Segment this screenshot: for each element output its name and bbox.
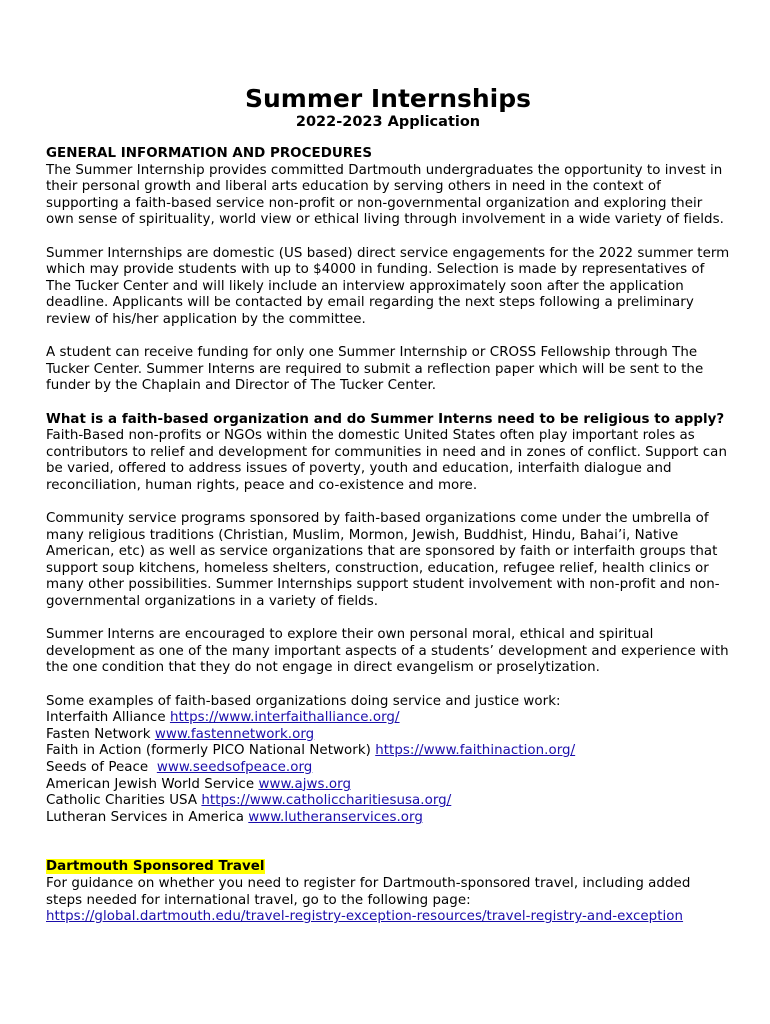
page-subtitle: 2022-2023 Application [295, 114, 481, 130]
faith-paragraph-1: Faith-Based non-profits or NGOs within the domestic United States often play important roles as contributors to relief and development for communities in need and in zones of conflict. Support can be varied, offered to address issues of poverty, youth and education, interfaith dialogue and reconciliation, human rights, peace and co-existence and more. [46, 428, 727, 493]
org-name: Seeds of Peace [46, 759, 157, 775]
org-link[interactable]: www.fastennetwork.org [154, 726, 315, 742]
org-name: Interfaith Alliance [46, 710, 170, 726]
org-line [46, 760, 730, 777]
org-name: American Jewish World Service [46, 776, 259, 792]
document-page [46, 84, 730, 926]
travel-heading: Dartmouth Sponsored Travel [46, 859, 265, 875]
travel-text: For guidance on whether you need to register for Dartmouth-sponsored travel, including added steps needed for international travel, go to the following page: [46, 875, 691, 908]
org-line [46, 727, 730, 744]
page-title: Summer Internships [244, 84, 532, 113]
org-line [46, 710, 730, 727]
org-link[interactable]: https://www.faithinaction.org/ [375, 743, 576, 759]
travel-heading-line [46, 859, 730, 876]
org-line [46, 743, 730, 760]
general-paragraph-2: Summer Internships are domestic (US based) direct service engagements for the 2022 summer term which may provide students with up to $4000 in funding. Selection is made by representatives of The Tucker Center and will likely include an interview approximately soon after the application deadline. Applicants will be contacted by email regarding the next steps following a preliminary review of his/her application by the committee. [46, 245, 730, 327]
org-name: Lutheran Services in America [46, 809, 249, 825]
org-link[interactable]: www.ajws.org [258, 776, 351, 792]
examples-intro: Some examples of faith-based organizations doing service and justice work: [46, 693, 561, 709]
general-paragraph-3: A student can receive funding for only one Summer Internship or CROSS Fellowship through The Tucker Center. Summer Interns are required to submit a reflection paper which will be sent to the funder by the Chaplain and Director of The Tucker Center. [46, 345, 704, 394]
faith-paragraph-2: Community service programs sponsored by faith-based organizations come under the umbrella of many religious traditions (Christian, Muslim, Mormon, Jewish, Buddhist, Hindu, Bahai’i, Native American, etc) as well as service organizations that are sponsored by faith or interfaith groups that support soup kitchens, homeless shelters, construction, education, refugee relief, health clinics or many other possibilities. Summer Internships support student involvement with non-profit and non-governmental organizations in a variety of fields. [46, 511, 720, 610]
general-paragraph-1: The Summer Internship provides committed Dartmouth undergraduates the opportunity to invest in their personal growth and liberal arts education by serving others in need in the context of supporting a faith-based service non-profit or non-governmental organization and exploring their own sense of spirituality, world view or ethical living through involvement in a wide variety of fields. [46, 162, 724, 228]
org-link[interactable]: https://www.catholiccharitiesusa.org/ [201, 793, 452, 809]
org-line [46, 777, 730, 794]
org-line [46, 793, 730, 810]
faith-heading: What is a faith-based organization and do Summer Interns need to be religious to apply? [46, 411, 725, 427]
org-line [46, 810, 730, 827]
travel-link-line [46, 909, 730, 926]
org-link[interactable]: www.lutheranservices.org [248, 809, 423, 825]
org-name: Catholic Charities USA [46, 793, 202, 809]
org-name: Faith in Action (formerly PICO National Network) [46, 743, 376, 759]
faith-paragraph-3: Summer Interns are encouraged to explore their own personal moral, ethical and spiritual development as one of the many important aspects of a students’ development and experience with the one condition that they do not engage in direct evangelism or proselytization. [46, 627, 729, 676]
org-name: Fasten Network [46, 726, 155, 742]
org-link[interactable]: https://www.interfaithalliance.org/ [169, 710, 400, 726]
org-link[interactable]: www.seedsofpeace.org [156, 759, 313, 775]
general-heading: GENERAL INFORMATION AND PROCEDURES [46, 146, 373, 161]
travel-link[interactable]: https://global.dartmouth.edu/travel-registry-exception-resources/travel-registry-and-exception [46, 909, 684, 925]
